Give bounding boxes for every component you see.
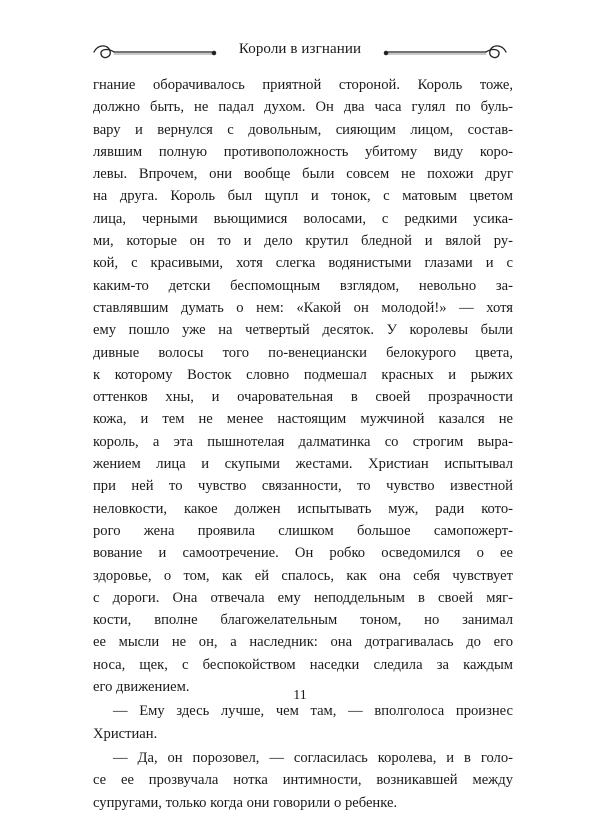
- running-header-title: Короли в изгнании: [238, 41, 362, 57]
- text-line: се ее прозвучала нотка интимности, возникавшей между: [93, 772, 513, 789]
- text-line: кой, с красивыми, хотя слегка водянистыми глазами и с: [93, 255, 513, 272]
- text-line: его движением.: [93, 679, 190, 696]
- text-line: неловкости, какое должен испытывать муж, ради кото-: [93, 500, 513, 517]
- text-line: супругами, только когда они говорили о ребенке.: [93, 794, 398, 811]
- text-line: должно быть, не падал духом. Он два часа гулял по буль-: [93, 99, 513, 116]
- text-line: носа, щек, с беспокойством наседки следила за каждым: [93, 656, 513, 673]
- text-line: лица, черными вьющимися волосами, с редкими усика-: [93, 210, 513, 227]
- text-line: левы. Впрочем, они вообще были совсем не похожи друг: [93, 166, 513, 183]
- page-number: 11: [293, 688, 307, 703]
- text-line: к которому Восток словно подмешал красных и рыжих: [93, 366, 513, 383]
- text-line: лявшим полную противоположность убитому виду коро-: [93, 143, 513, 160]
- text-line: рого жена проявила слишком большое самопожерт-: [93, 522, 513, 539]
- text-line: на друга. Король был щупл и тонок, с матовым цветом: [93, 188, 513, 205]
- text-line: король, а эта пышнотелая далматинка со строгим выра-: [93, 433, 513, 450]
- text-line: жением лица и скупыми жестами. Христиан испытывал: [93, 456, 513, 473]
- text-line: ми, которые он то и дело крутил бледной и вялой ру-: [93, 233, 513, 250]
- text-line: при ней то чувство связанности, то чувство известной: [93, 478, 513, 495]
- text-line: ставлявшим думать о нем: «Какой он молодой!» — хотя: [93, 299, 513, 316]
- text-line: вару и вернулся с довольным, сияющим лицом, состав-: [93, 121, 513, 138]
- text-line: — Ему здесь лучше, чем там, — вполголоса произнес: [113, 703, 513, 720]
- text-line: оттенков хны, и очаровательная в своей прозрачности: [93, 389, 513, 406]
- text-line: с дороги. Она отвечала ему неподдельным в своей мяг-: [93, 589, 513, 606]
- paragraph: [93, 700, 513, 745]
- text-line: вование и самоотречение. Он робко осведомился о ее: [93, 545, 513, 562]
- text-line: — Да, он порозовел, — согласилась королева, и в голо-: [113, 749, 513, 766]
- paragraph: [93, 747, 513, 814]
- text-line: гнание оборачивалось приятной стороной. Король тоже,: [93, 77, 513, 93]
- text-line: ему пошло уже на четвертый десяток. У королевы были: [93, 322, 513, 339]
- paragraph: [93, 74, 513, 698]
- running-header: [92, 38, 508, 68]
- text-line: кости, вполне благожелательным тоном, но занимал: [93, 612, 513, 629]
- text-line: Христиан.: [93, 725, 158, 742]
- text-line: каким-то детски беспомощным взглядом, невольно за-: [93, 277, 513, 294]
- text-line: кожа, и тем не менее настоящим мужчиной казался не: [93, 411, 513, 428]
- text-line: ее мысли не он, а наследник: она дотрагивалась до его: [93, 634, 513, 651]
- text-line: дивные волосы того по-венециански белокурого цвета,: [93, 344, 513, 361]
- text-line: здоровье, о том, как ей спалось, как она себя чувствует: [93, 567, 513, 584]
